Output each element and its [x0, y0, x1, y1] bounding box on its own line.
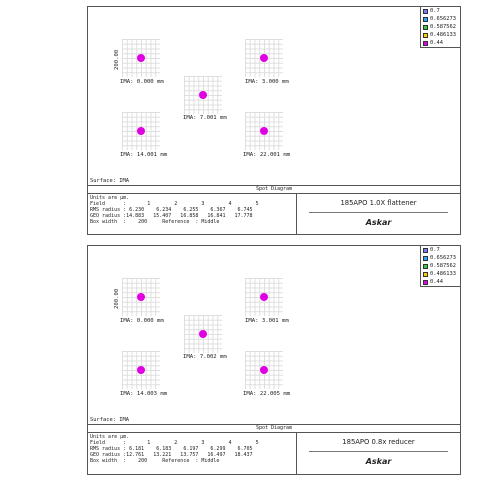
field-label-1: IMA: 0.000 mm [120, 79, 164, 85]
legend-swatch [423, 264, 428, 269]
spot-field-2 [245, 278, 283, 316]
field-label-1: IMA: 0.000 mm [120, 318, 164, 324]
field-label-2: IMA: 3.000 mm [245, 79, 289, 85]
spot-dot [137, 366, 145, 374]
product-name: 185APO 0.8x reducer [342, 438, 415, 446]
legend-item: 0.486133 [421, 270, 460, 278]
spot-statistics [88, 434, 300, 464]
legend-swatch [423, 33, 428, 38]
product-box [296, 432, 460, 474]
field-label-5: IMA: 22.001 mm [243, 152, 291, 158]
spot-field-3 [184, 76, 222, 114]
legend-swatch [423, 256, 428, 261]
product-box [296, 193, 460, 234]
spot-dot [260, 293, 268, 301]
spot-dot [199, 91, 207, 99]
geo-radius-row: GEO radius :12.761 13.221 13.757 16.497 18.437 [90, 452, 253, 459]
field-label-4: IMA: 14.003 mm [120, 391, 168, 397]
diagram-title: Spot Diagram [88, 424, 460, 433]
wavelength-legend [420, 7, 460, 48]
brand-logo: Askar [365, 457, 392, 466]
spot-field-3 [184, 315, 222, 353]
scale-label: 200.00 [114, 49, 120, 70]
legend-item: 0.7 [421, 7, 460, 15]
field-label-3: IMA: 7.002 mm [183, 354, 227, 360]
spot-field-4 [122, 351, 160, 389]
legend-swatch [423, 9, 428, 14]
spot-field-2 [245, 39, 283, 77]
legend-item: 0.587562 [421, 262, 460, 270]
units-line: Units are µm. [90, 434, 130, 440]
spot-field-1 [122, 39, 160, 77]
spot-field-1 [122, 278, 160, 316]
legend-item: 0.44 [421, 278, 460, 286]
field-label-2: IMA: 3.001 mm [245, 318, 289, 324]
spot-dot [137, 127, 145, 135]
box-width-row: Box width : 200 Reference : Middle [90, 219, 220, 226]
rms-radius-row: RMS radius : 6.230 6.234 6.255 6.367 6.745 [90, 207, 253, 214]
divider [309, 451, 448, 452]
legend-item: 0.7 [421, 246, 460, 254]
spot-field-5 [245, 112, 283, 150]
brand-logo: Askar [365, 218, 392, 227]
spot-statistics [88, 195, 300, 225]
legend-item: 0.587562 [421, 23, 460, 31]
spot-field-4 [122, 112, 160, 150]
surface-label: Surface: IMA [90, 178, 129, 184]
spot-field-5 [245, 351, 283, 389]
spot-dot [137, 54, 145, 62]
legend-item: 0.486133 [421, 31, 460, 39]
spot-dot [260, 127, 268, 135]
legend-item: 0.44 [421, 39, 460, 47]
field-label-3: IMA: 7.001 mm [183, 115, 227, 121]
field-row: Field : 1 2 3 4 5 [90, 440, 259, 447]
field-row: Field : 1 2 3 4 5 [90, 201, 259, 208]
geo-radius-row: GEO radius :14.883 15.407 16.858 16.841 17.778 [90, 213, 253, 220]
spot-dot [137, 293, 145, 301]
legend-item: 0.656273 [421, 254, 460, 262]
field-label-5: IMA: 22.005 mm [243, 391, 291, 397]
spot-plot-area [88, 246, 422, 422]
divider [309, 212, 448, 213]
legend-swatch [423, 248, 428, 253]
legend-swatch [423, 41, 428, 46]
product-name: 185APO 1.0X flattener [340, 199, 417, 207]
legend-swatch [423, 280, 428, 285]
spot-plot-area [88, 7, 422, 183]
field-label-4: IMA: 14.001 mm [120, 152, 168, 158]
scale-label: 200.00 [114, 288, 120, 309]
units-line: Units are µm. [90, 195, 130, 201]
rms-radius-row: RMS radius : 6.181 6.183 6.197 6.299 6.705 [90, 446, 253, 453]
spot-dot [260, 54, 268, 62]
legend-item: 0.656273 [421, 15, 460, 23]
spot-dot [260, 366, 268, 374]
legend-swatch [423, 17, 428, 22]
legend-swatch [423, 25, 428, 30]
spot-dot [199, 330, 207, 338]
diagram-title: Spot Diagram [88, 185, 460, 194]
spot-diagram-panel-reducer [87, 245, 461, 475]
box-width-row: Box width : 200 Reference : Middle [90, 458, 220, 465]
legend-swatch [423, 272, 428, 277]
spot-diagram-panel-flattener [87, 6, 461, 235]
surface-label: Surface: IMA [90, 417, 129, 423]
wavelength-legend [420, 246, 460, 287]
